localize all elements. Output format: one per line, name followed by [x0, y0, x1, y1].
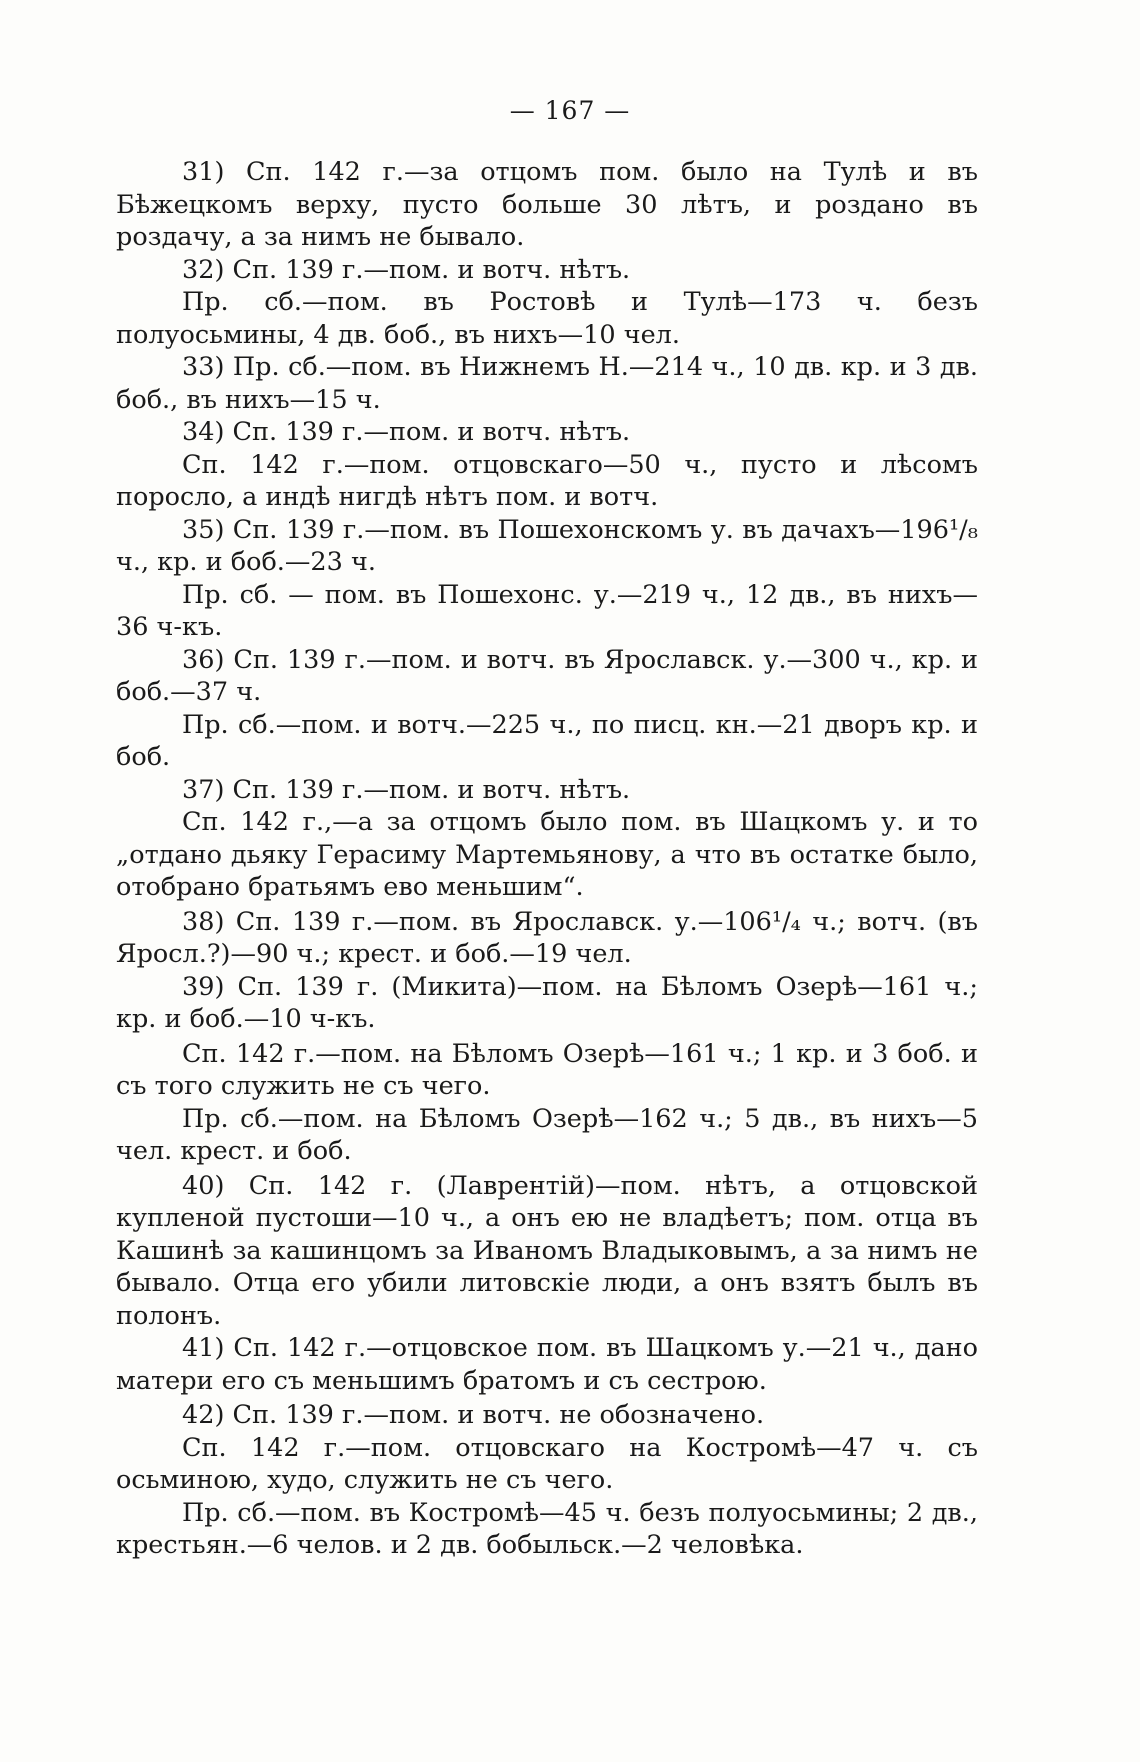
paragraph-39-pr-sb: Пр. сб.—пом. на Бѣломъ Озерѣ—162 ч.; 5 дв., въ нихъ—5 чел. крест. и боб.: [116, 1103, 978, 1166]
paragraph-36-pr-sb: Пр. сб.—пом. и вотч.—225 ч., по писц. кн.—21 дворъ кр. и боб.: [116, 709, 978, 772]
paragraph-38-sp139: 38) Сп. 139 г.—пом. въ Ярославск. у.—106¹/₄ ч.; вотч. (въ Яросл.?)—90 ч.; крест. и боб.—19 чел.: [116, 906, 978, 969]
paragraph-33-pr-sb: 33) Пр. сб.—пом. въ Нижнемъ Н.—214 ч., 10 дв. кр. и 3 дв. боб., въ нихъ—15 ч.: [116, 352, 978, 415]
paragraph-37-sp139: 37) Сп. 139 г.—пом. и вотч. нѣтъ.: [182, 774, 631, 805]
paragraph-42-sp139: 42) Сп. 139 г.—пом. и вотч. не обозначено.: [182, 1400, 765, 1430]
paragraph-36-sp139: 36) Сп. 139 г.—пом. и вотч. въ Ярославск. у.—300 ч., кр. и боб.—37 ч.: [116, 644, 978, 707]
paragraph-40-sp142: 40) Сп. 142 г. (Лаврентій)—пом. нѣтъ, а отцовской купленой пустоши—10 ч., а онъ ею не владѣетъ; пом. отца въ Кашинѣ за кашинцомъ за Иваномъ Владыковымъ, а за нимъ не бывало. Отца его убили литовскіе люди, а онъ взятъ былъ въ полонъ.: [116, 1170, 978, 1331]
paragraph-41-sp142: 41) Сп. 142 г.—отцовское пом. въ Шацкомъ у.—21 ч., дано матери его съ меньшимъ братомъ и съ сестрою.: [116, 1333, 978, 1396]
paragraph-32-pr-sb: Пр. сб.—пом. въ Ростовѣ и Тулѣ—173 ч. безъ полуосьмины, 4 дв. боб., въ нихъ—10 чел.: [116, 287, 978, 350]
page-number: — 167 —: [509, 96, 631, 125]
paragraph-42-sp142: Сп. 142 г.—пом. отцовскаго на Костромѣ—47 ч. съ осьминою, худо, служить не съ чего.: [116, 1432, 978, 1495]
paragraph-35-pr-sb: Пр. сб. — пом. въ Пошехонс. у.—219 ч., 12 дв., въ нихъ—36 ч-къ.: [116, 579, 978, 642]
paragraph-34-sp139: 34) Сп. 139 г.—пом. и вотч. нѣтъ.: [182, 417, 631, 447]
paragraph-37-sp142: Сп. 142 г.,—а за отцомъ было пом. въ Шацкомъ у. и то „отдано дьяку Герасиму Мартемьянову, а что въ остатке было, отобрано братьямъ ево меньшим“.: [116, 807, 978, 902]
paragraph-39-sp139: 39) Сп. 139 г. (Микита)—пом. на Бѣломъ Озерѣ—161 ч.; кр. и боб.—10 ч-къ.: [116, 971, 978, 1034]
paragraph-32-sp139: 32) Сп. 139 г.—пом. и вотч. нѣтъ.: [182, 254, 631, 285]
paragraph-35-sp139: 35) Сп. 139 г.—пом. въ Пошехонскомъ у. въ дачахъ—196¹/₈ ч., кр. и боб.—23 ч.: [116, 514, 978, 577]
paragraph-42-pr-sb: Пр. сб.—пом. въ Костромѣ—45 ч. безъ полуосьмины; 2 дв., крестьян.—6 челов. и 2 дв. бобыльск.—2 человѣка.: [116, 1497, 978, 1560]
text-block: [116, 156, 978, 1562]
paragraph-34-sp142: Сп. 142 г.—пом. отцовскаго—50 ч., пусто и лѣсомъ поросло, а индѣ нигдѣ нѣтъ пом. и вотч.: [116, 449, 978, 512]
paragraph-39-sp142: Сп. 142 г.—пом. на Бѣломъ Озерѣ—161 ч.; 1 кр. и 3 боб. и съ того служить не съ чего.: [116, 1038, 978, 1101]
paragraph-31-sp142: 31) Сп. 142 г.—за отцомъ пом. было на Тулѣ и въ Бѣжецкомъ верху, пусто больше 30 лѣтъ, и роздано въ роздачу, а за нимъ не бывало.: [116, 157, 978, 252]
